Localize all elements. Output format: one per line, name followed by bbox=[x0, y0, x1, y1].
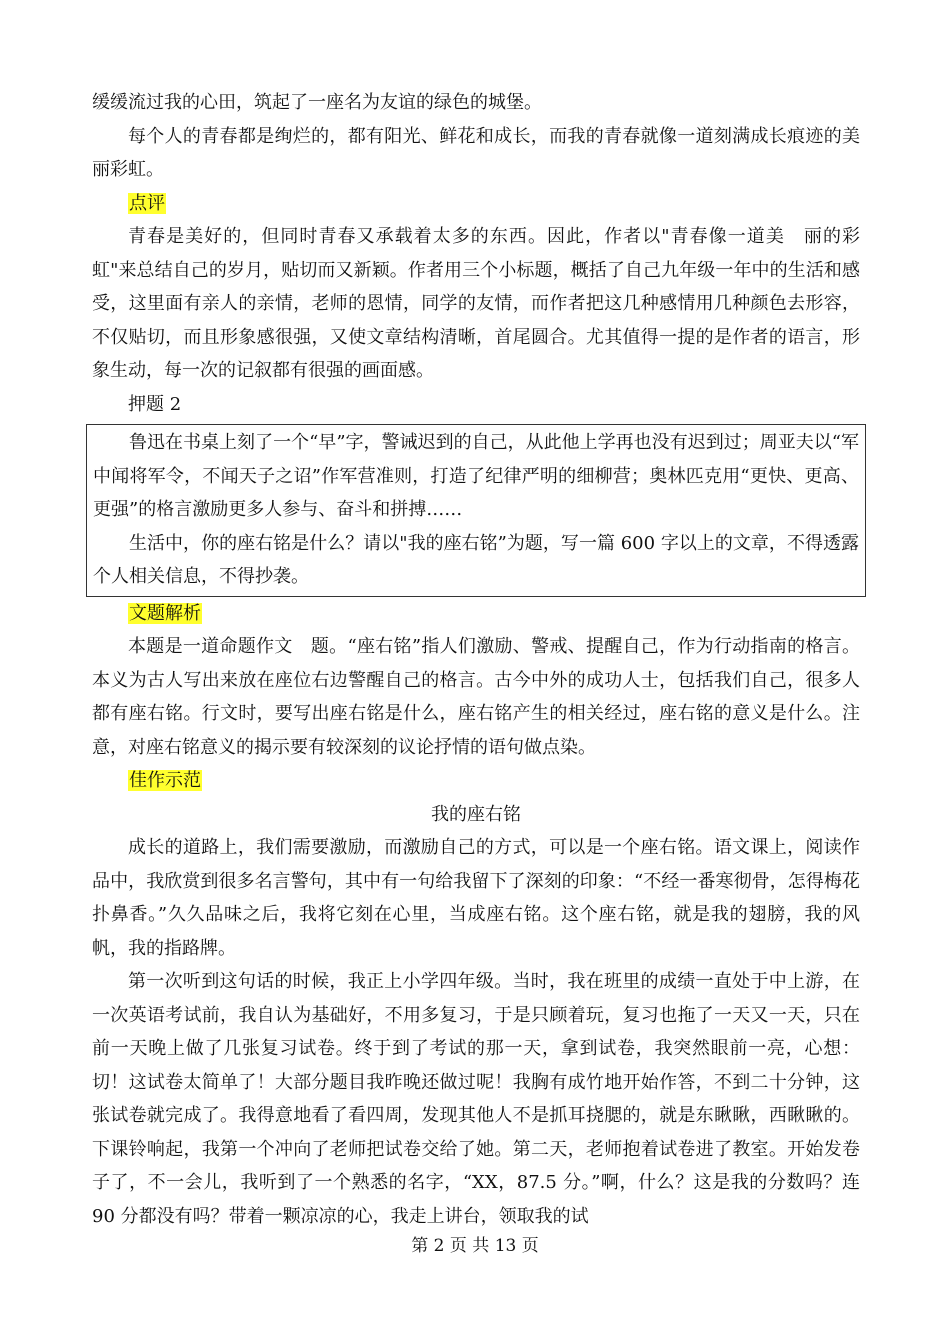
sample-heading bbox=[92, 764, 860, 798]
paragraph-youth: 每个人的青春都是绚烂的，都有阳光、鲜花和成长，而我的青春就像一道刻满成长痕迹的美丽彩虹。 bbox=[92, 125, 860, 180]
paragraph-continuation: 缓缓流过我的心田，筑起了一座名为友谊的绿色的城堡。 bbox=[92, 92, 542, 113]
sample-label: 佳作示范 bbox=[129, 770, 201, 791]
page-footer: 第 2 页 共 13 页 bbox=[411, 1236, 539, 1256]
essay-paragraph: 第一次听到这句话的时候，我正上小学四年级。当时，我在班里的成绩一直处于中上游，在一次英语考试前，我自认为基础好，不用多复习，于是只顾着玩，复习也拖了一天又一天，只在前一天晚上做了几张复习试卷。终于到了考试的那一天，拿到试卷，我突然眼前一亮，心想：切！这试卷太简单了！大部分题目我昨晚还做过呢！我胸有成竹地开始作答，不到二十分钟，这张试卷就完成了。我得意地看了看四周，发现其他人不是抓耳挠腮的，就是东瞅瞅，西瞅瞅的。下课铃响起，我第一个冲向了老师把试卷交给了她。第二天，老师抱着试卷进了教室。开始发卷子了，不一会儿，我听到了一个熟悉的名字，“XX，87.5 分。”啊，什么？这是我的分数吗？连 90 分都没有吗？带着一颗凉凉的心，我走上讲台，领取我的试 bbox=[92, 971, 860, 1227]
essay-paragraph: 成长的道路上，我们需要激励，而激励自己的方式，可以是一个座右铭。语文课上，阅读作品中，我欣赏到很多名言警句，其中有一句给我留下了深刻的印象：“不经一番寒彻骨，怎得梅花扑鼻香。”久久品味之后，我将它刻在心里，当成座右铭。这个座右铭，就是我的翅膀，我的风帆，我的指路牌。 bbox=[92, 837, 860, 959]
prompt-paragraph-examples: 鲁迅在书桌上刻了一个“早”字，警诫迟到的自己，从此他上学再也没有迟到过；周亚夫以“军中闻将军令，不闻天子之诏”作军营准则，打造了纪律严明的细柳营；奥林匹克用“更快、更高、更强”的格言激励更多人参与、奋斗和拼搏…… bbox=[93, 432, 859, 520]
comment-paragraph: 青春是美好的，但同时青春又承载着太多的东西。因此，作者以"青春像一道美 丽的彩虹"来总结自己的岁月，贴切而又新颖。作者用三个小标题，概括了自己九年级一年中的生活和感受，这里面有亲人的亲情，老师的恩情，同学的友情，而作者把这几种感情用几种颜色去形容，不仅贴切，而且形象感很强，又使文章结构清晰，首尾圆合。尤其值得一提的是作者的语言，形象生动，每一次的记叙都有很强的画面感。 bbox=[92, 226, 860, 381]
analysis-heading bbox=[92, 597, 860, 631]
comment-label: 点评 bbox=[129, 192, 165, 214]
page-content bbox=[92, 86, 860, 1233]
prompt-heading: 押题 2 bbox=[128, 393, 182, 415]
comment-heading bbox=[92, 187, 860, 221]
analysis-label: 文题解析 bbox=[129, 602, 201, 624]
essay-title: 我的座右铭 bbox=[431, 803, 521, 825]
analysis-paragraph: 本题是一道命题作文 题。“座右铭”指人们激励、警戒、提醒自己，作为行动指南的格言。本义为古人写出来放在座位右边警醒自己的格言。古今中外的成功人士，包括我们自己，很多人都有座右铭。行文时，要写出座右铭是什么，座右铭产生的相关经过，座右铭的意义是什么。注意，对座右铭意义的揭示要有较深刻的议论抒情的语句做点染。 bbox=[92, 636, 860, 758]
prompt-paragraph-task: 生活中，你的座右铭是什么？请以"我的座右铭”为题，写一篇 600 字以上的文章，不得透露个人相关信息，不得抄袭。 bbox=[93, 532, 859, 587]
prompt-box bbox=[86, 424, 866, 597]
